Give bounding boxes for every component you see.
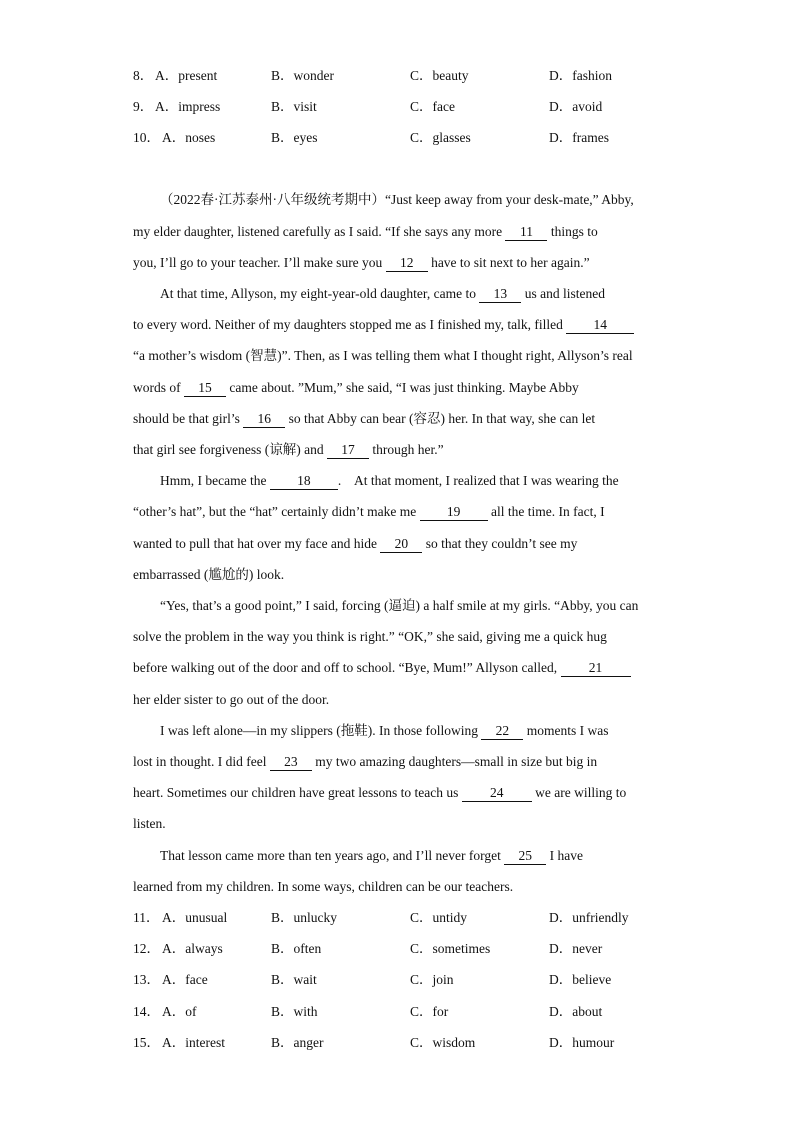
passage-line: should be that girl’s 16 so that Abby can bear (容忍) her. In that way, she can let (133, 411, 596, 426)
question-number: 9． (133, 99, 154, 114)
option-c: C．untidy (410, 910, 468, 925)
option-c: C．join (410, 972, 454, 987)
blank-16[interactable]: 16 (243, 411, 285, 428)
passage-line: lost in thought. I did feel 23 my two amazing daughters—small in size but big in (133, 754, 598, 769)
option-c: C．glasses (410, 130, 471, 145)
option-d: D．humour (549, 1035, 615, 1050)
option-a: A．of (162, 1004, 197, 1019)
passage-line: solve the problem in the way you think is right.” “OK,” she said, giving me a quick hug (133, 629, 607, 644)
passage-line: her elder sister to go out of the door. (133, 692, 330, 707)
option-b: B．unlucky (271, 910, 337, 925)
blank-11[interactable]: 11 (505, 224, 547, 241)
passage-line: you, I’ll go to your teacher. I’ll make sure you 12 have to sit next to her again.” (133, 255, 590, 270)
option-c: C．for (410, 1004, 449, 1019)
source-label: （2022春·江苏泰州·八年级统考期中） (160, 192, 385, 207)
option-d: D．fashion (549, 68, 612, 83)
blank-24[interactable]: 24 (462, 785, 532, 802)
blank-21[interactable]: 21 (561, 660, 631, 677)
question-number: 10． (133, 130, 160, 145)
blank-19[interactable]: 19 (420, 504, 488, 521)
option-a: A．present (155, 68, 218, 83)
option-c: C．face (410, 99, 455, 114)
option-c: C．beauty (410, 68, 469, 83)
option-b: B．with (271, 1004, 318, 1019)
option-b: B．anger (271, 1035, 324, 1050)
passage-line: my elder daughter, listened carefully as I said. “If she says any more 11 things to (133, 224, 598, 239)
option-d: D．believe (549, 972, 612, 987)
option-b: B．visit (271, 99, 317, 114)
blank-13[interactable]: 13 (479, 286, 521, 303)
option-d: D．never (549, 941, 603, 956)
passage-line: words of 15 came about. ”Mum,” she said, “I was just thinking. Maybe Abby (133, 380, 579, 395)
passage-line: “other’s hat”, but the “hat” certainly didn’t make me 19 all the time. In fact, I (133, 504, 605, 519)
passage-line: Hmm, I became the 18 . At that moment, I realized that I was wearing the (160, 473, 619, 488)
passage-line: “a mother’s wisdom (智慧)”. Then, as I was telling them what I thought right, Allyson’s real (133, 348, 633, 363)
passage-line: that girl see forgiveness (谅解) and 17 through her.” (133, 442, 444, 457)
option-d: D．unfriendly (549, 910, 629, 925)
question-number: 12． (133, 941, 160, 956)
blank-20[interactable]: 20 (380, 536, 422, 553)
question-number: 11． (133, 910, 160, 925)
passage-line: embarrassed (尴尬的) look. (133, 567, 285, 582)
blank-23[interactable]: 23 (270, 754, 312, 771)
blank-17[interactable]: 17 (327, 442, 369, 459)
passage-line: listen. (133, 816, 166, 831)
passage-line: heart. Sometimes our children have great lessons to teach us 24 we are willing to (133, 785, 627, 800)
blank-12[interactable]: 12 (386, 255, 428, 272)
passage-line: learned from my children. In some ways, children can be our teachers. (133, 879, 514, 894)
option-d: D．avoid (549, 99, 603, 114)
option-b: B．often (271, 941, 322, 956)
option-a: A．interest (162, 1035, 225, 1050)
blank-14[interactable]: 14 (566, 317, 634, 334)
option-b: B．wonder (271, 68, 334, 83)
question-number: 15． (133, 1035, 160, 1050)
blank-22[interactable]: 22 (481, 723, 523, 740)
question-number: 13． (133, 972, 160, 987)
option-c: C．sometimes (410, 941, 491, 956)
question-number: 8． (133, 68, 154, 83)
passage-line: before walking out of the door and off to school. “Bye, Mum!” Allyson called, 21 (133, 658, 663, 678)
passage-line: （2022春·江苏泰州·八年级统考期中）“Just keep away from your desk-mate,” Abby, (160, 192, 634, 207)
option-a: A．impress (155, 99, 221, 114)
option-a: A．always (162, 941, 223, 956)
question-number: 14． (133, 1004, 160, 1019)
option-b: B．eyes (271, 130, 318, 145)
option-a: A．face (162, 972, 208, 987)
option-d: D．frames (549, 130, 609, 145)
option-c: C．wisdom (410, 1035, 476, 1050)
passage-line: That lesson came more than ten years ago, and I’ll never forget 25 I have (160, 848, 583, 863)
option-a: A．unusual (162, 910, 228, 925)
option-d: D．about (549, 1004, 603, 1019)
passage-line: At that time, Allyson, my eight-year-old daughter, came to 13 us and listened (160, 286, 605, 301)
passage-line: I was left alone—in my slippers (拖鞋). In those following 22 moments I was (160, 723, 609, 738)
option-b: B．wait (271, 972, 317, 987)
blank-15[interactable]: 15 (184, 380, 226, 397)
blank-25[interactable]: 25 (504, 848, 546, 865)
passage-line: to every word. Neither of my daughters stopped me as I finished my, talk, filled 14 (133, 315, 663, 335)
blank-18[interactable]: 18 (270, 473, 338, 490)
passage-line: wanted to pull that hat over my face and hide 20 so that they couldn’t see my (133, 536, 578, 551)
option-a: A．noses (162, 130, 216, 145)
passage-line: “Yes, that’s a good point,” I said, forcing (逼迫) a half smile at my girls. “Abby, you can (160, 598, 639, 613)
